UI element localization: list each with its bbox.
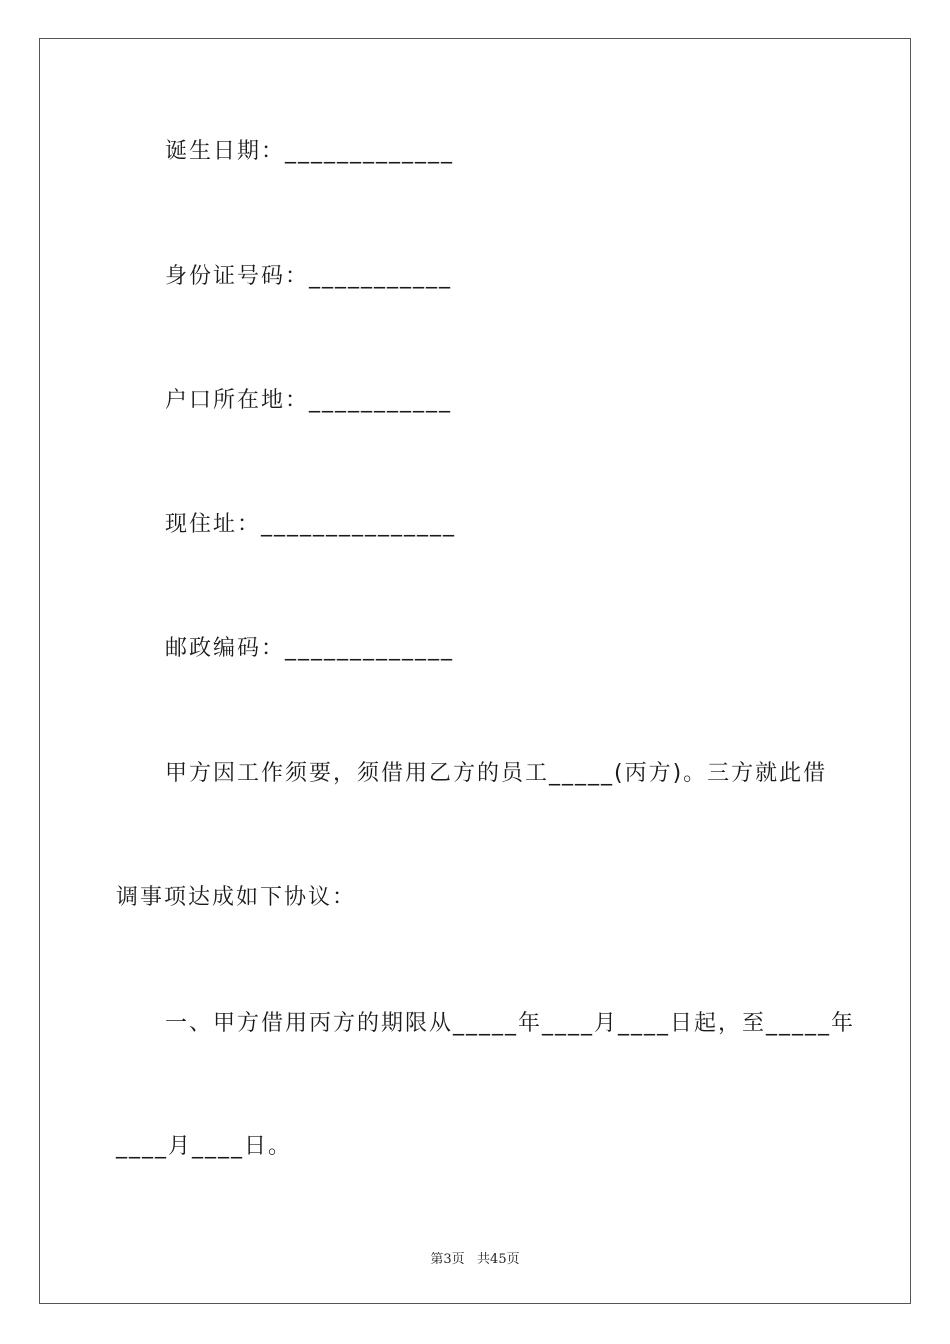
clause-1-line-1: 一、甲方借用丙方的期限从_____年____月____日起，至_____年 (165, 1011, 856, 1036)
page-border (39, 38, 911, 1304)
birth-date-field: 诞生日期：_____________ (165, 139, 455, 164)
intro-paragraph-line-1: 甲方因工作须要，须借用乙方的员工_____(丙方)。三方就此借 (165, 761, 828, 786)
address-field: 现住址：_______________ (165, 512, 457, 537)
clause-1-line-2: ____月____日。 (116, 1134, 293, 1159)
intro-paragraph-line-2: 调事项达成如下协议： (116, 885, 357, 910)
page-number-footer: 第3页 共45页 (430, 1252, 520, 1267)
hukou-field: 户口所在地：___________ (165, 388, 453, 413)
id-number-field: 身份证号码：___________ (165, 264, 453, 289)
postal-code-field: 邮政编码：_____________ (165, 636, 455, 661)
